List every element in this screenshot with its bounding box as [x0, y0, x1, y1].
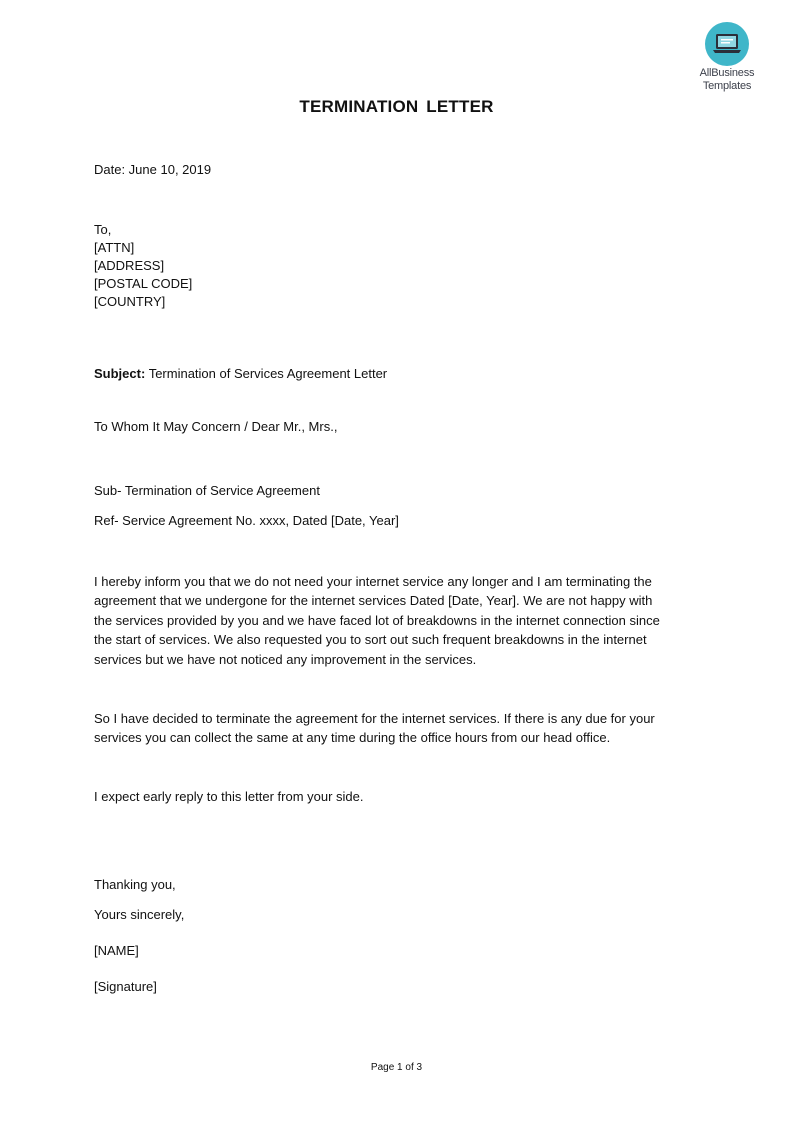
recipient-postal-code: [POSTAL CODE]	[94, 276, 193, 291]
recipient-address: [ADDRESS]	[94, 258, 165, 273]
recipient-attn: [ATTN]	[94, 240, 135, 255]
paragraph-line: services but we have not noticed any improvement in the services.	[94, 651, 477, 667]
logo-circle	[705, 22, 749, 66]
subject-text: Termination of Services Agreement Letter	[148, 366, 388, 381]
closing-sincerely: Yours sincerely,	[94, 907, 185, 922]
laptop-icon	[705, 22, 749, 66]
paragraph-line: services you can collect the same at any time during the office hours from our head office.	[94, 730, 611, 746]
letter-date: Date: June 10, 2019	[94, 162, 212, 177]
body-paragraph-1	[94, 572, 694, 669]
recipient-country: [COUNTRY]	[94, 294, 166, 309]
recipient-to: To,	[94, 222, 112, 237]
paragraph-line: agreement that we undergone for the internet services Dated [Date, Year]. We are not happy with	[94, 593, 653, 609]
body-paragraph-3: I expect early reply to this letter from your side.	[94, 789, 364, 804]
sub-line: Sub- Termination of Service Agreement	[94, 483, 320, 498]
salutation: To Whom It May Concern / Dear Mr., Mrs.,	[94, 419, 338, 434]
body-paragraph-2	[94, 709, 694, 748]
page-number: Page 1 of 3	[370, 1062, 423, 1073]
page-title: TERMINATION LETTER	[299, 97, 494, 116]
subject-line	[94, 365, 387, 383]
sender-name: [NAME]	[94, 943, 139, 958]
closing-thanks: Thanking you,	[94, 877, 176, 892]
logo-text-line2: Templates	[702, 80, 752, 92]
paragraph-line: So I have decided to terminate the agreement for the internet services. If there is any due for your	[94, 711, 655, 726]
paragraph-line: the start of services. We also requested you to sort out such frequent breakdowns in the internet	[94, 632, 647, 648]
signature-placeholder: [Signature]	[94, 979, 157, 994]
paragraph-line: the services provided by you and we have faced lot of breakdowns in the internet connection since	[94, 612, 660, 628]
ref-line: Ref- Service Agreement No. xxxx, Dated [Date, Year]	[94, 513, 399, 528]
subject-label: Subject:	[94, 366, 146, 381]
paragraph-line: I hereby inform you that we do not need your internet service any longer and I am terminating the	[94, 574, 652, 589]
logo-text-line1: AllBusiness	[699, 67, 755, 79]
allbusiness-logo	[692, 22, 762, 92]
